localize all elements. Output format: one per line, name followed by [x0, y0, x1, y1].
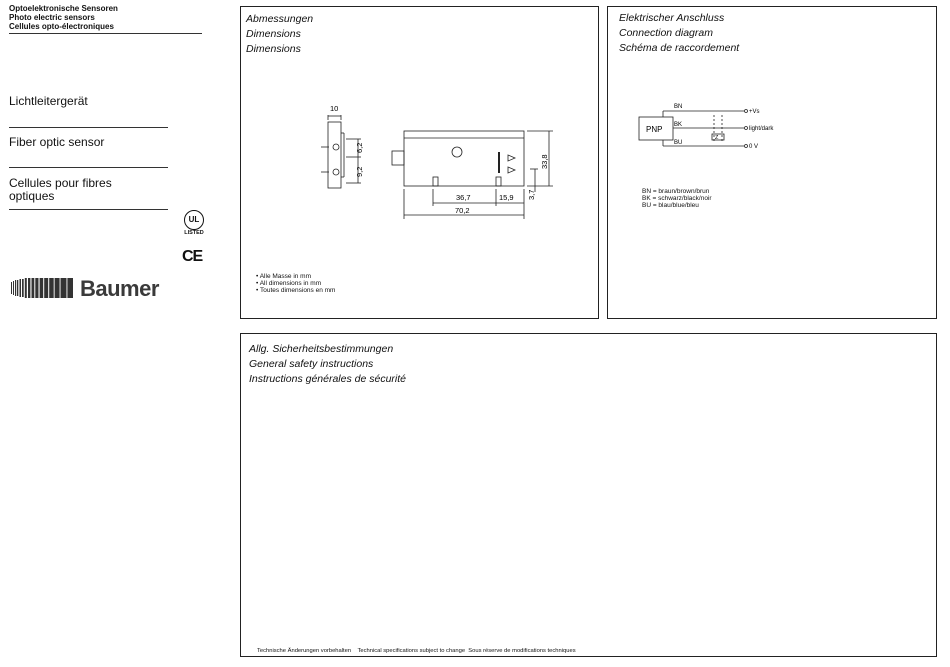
pnp-label: PNP: [646, 125, 663, 134]
dimensions-title-en: Dimensions: [246, 28, 301, 40]
product-divider-3: [9, 209, 168, 210]
dim-label-36-7: 36,7: [456, 193, 471, 202]
ul-mark: UL: [184, 210, 204, 230]
dim-note-de: • Alle Masse in mm: [256, 273, 312, 280]
brand-name: Baumer: [80, 276, 159, 301]
dimensions-notes: [256, 273, 335, 294]
wire-bn-label: BN: [674, 104, 683, 110]
dim-label-9-2: 9,2: [355, 166, 364, 177]
safety-title-fr: Instructions générales de sécurité: [249, 373, 407, 385]
dimensions-panel: [240, 6, 599, 319]
category-header-en: Photo electric sensors: [9, 13, 95, 22]
dim-label-6-2: 6,2: [355, 142, 364, 153]
dimension-drawing: [241, 7, 598, 318]
product-name-fr: Cellules pour fibres optiques: [9, 176, 112, 203]
front-view-drawing: [392, 131, 553, 219]
product-name-en: Fiber optic sensor: [9, 135, 105, 149]
dim-note-en: • All dimensions in mm: [256, 280, 322, 287]
connection-title-en: Connection diagram: [619, 27, 713, 39]
dim-note-fr: • Toutes dimensions en mm: [256, 287, 336, 294]
ul-listed-logo: [182, 210, 206, 237]
legend-bu: BU = blau/blue/bleu: [642, 202, 699, 209]
legend-bk: BK = schwarz/black/noir: [642, 195, 712, 202]
category-header-fr: Cellules opto-électroniques: [9, 22, 114, 31]
category-header-de: Optoelektronische Sensoren: [9, 4, 118, 13]
safety-title: [249, 342, 406, 387]
category-header: [9, 4, 118, 31]
baumer-logo-icon: [11, 278, 73, 298]
dim-label-3-7: 3,7: [527, 189, 536, 200]
ul-listed-label: LISTED: [184, 230, 204, 236]
ce-mark: CE: [182, 248, 203, 265]
wire-color-legend: [642, 188, 712, 209]
safety-title-de: Allg. Sicherheitsbestimmungen: [249, 343, 394, 355]
dim-label-70-2: 70,2: [455, 206, 470, 215]
terminal-light-dark-label: light/dark: [749, 126, 774, 132]
terminal-0v-label: 0 V: [749, 144, 759, 150]
dim-label-33-8: 33,8: [540, 154, 549, 169]
legend-bn: BN = braun/brown/brun: [642, 188, 710, 195]
baumer-logo-bars: [11, 278, 73, 298]
wiring-diagram: [608, 7, 936, 318]
dim-label-10: 10: [330, 104, 339, 113]
connection-panel: [607, 6, 937, 319]
terminal-vs-label: +Vs: [749, 109, 760, 115]
dim-label-15-9: 15,9: [499, 193, 514, 202]
safety-title-en: General safety instructions: [249, 358, 374, 370]
safety-panel: [240, 333, 937, 657]
wire-bu-label: BU: [674, 140, 683, 146]
product-divider-2: [9, 167, 168, 168]
wire-bk-label: BK: [674, 122, 683, 128]
load-label: Z: [715, 135, 719, 141]
header-divider: [9, 33, 202, 34]
connection-title-de: Elektrischer Anschluss: [619, 12, 725, 24]
connection-title-fr: Schéma de raccordement: [619, 42, 740, 54]
product-divider-1: [9, 127, 168, 128]
dimensions-title-fr: Dimensions: [246, 43, 301, 55]
dimensions-title-de: Abmessungen: [246, 13, 314, 25]
product-name-de: Lichtleitergerät: [9, 94, 88, 108]
footer-disclaimer: Technische Änderungen vorbehalten Technical specifications subject to change Sous réserve de modifications techniques: [257, 648, 576, 654]
